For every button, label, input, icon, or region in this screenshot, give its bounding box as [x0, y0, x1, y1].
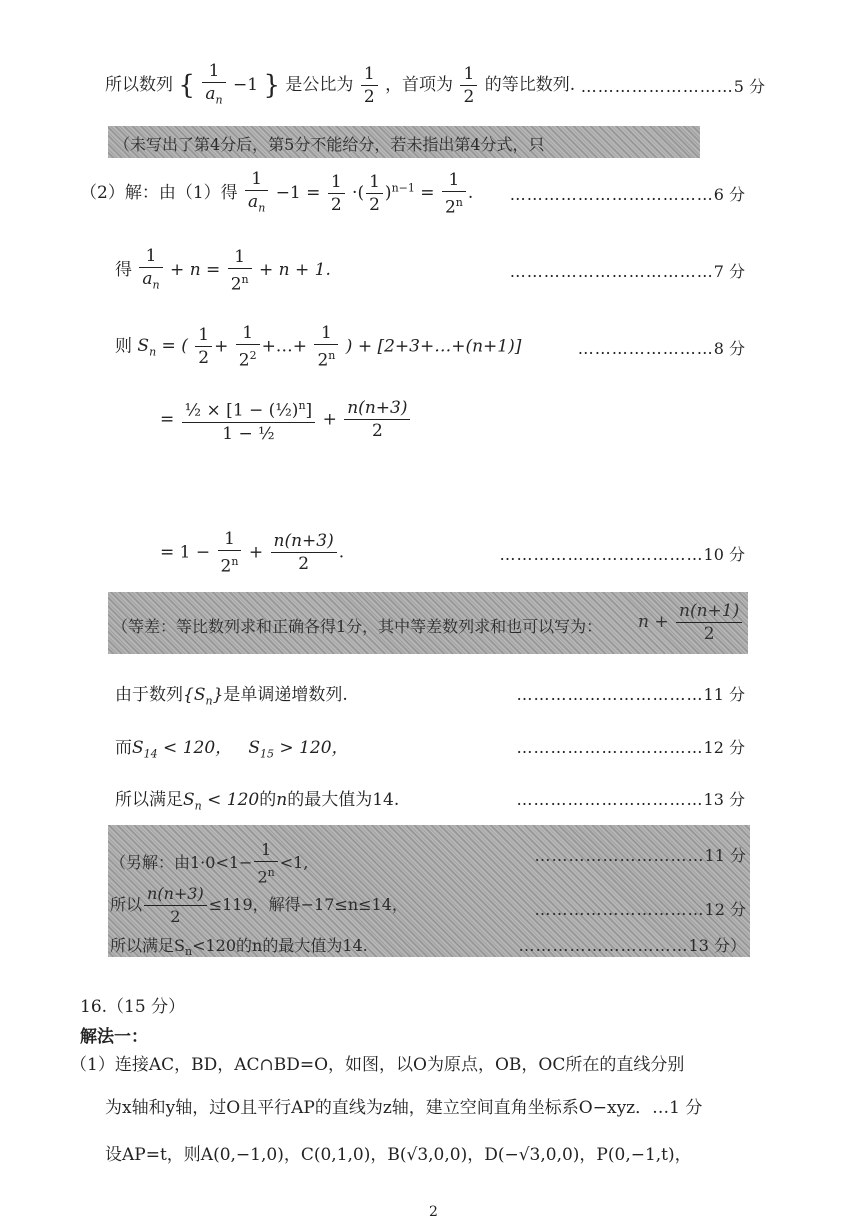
math: +…+ [261, 336, 308, 357]
shaded-note-3 [108, 825, 750, 957]
text: 得 [115, 260, 132, 281]
fraction: $\frac{1}{2}$ [195, 324, 212, 369]
line-max-n [115, 785, 745, 815]
fraction: $\frac{1}{2^n}$ [314, 322, 338, 372]
brace: } [263, 70, 281, 101]
note-text: （未写出了第4分后，第5分不能给分，若未指出第4分式，只 [114, 135, 545, 154]
math: $\{S_n\}$ [183, 685, 224, 708]
math: = 1 − [160, 542, 211, 563]
score: ………………………………10 分 [499, 545, 745, 564]
math: = [160, 409, 175, 430]
math: . [338, 542, 345, 563]
math: n [276, 790, 288, 810]
line-compare [115, 733, 745, 763]
text: 而 [115, 738, 132, 758]
score: ……………………8 分 [577, 339, 745, 358]
fraction: $\frac{1}{a_n}$ [202, 60, 225, 111]
q16-method: 解法一： [80, 1027, 148, 1047]
text: 是单调递增数列. [223, 685, 348, 705]
fraction: $\frac{n(n+3)}{2}$ [271, 530, 337, 575]
note-line-1: （另解：由1·0<1− $\frac{1}{2^n}$ <1, [110, 840, 309, 887]
line-sum-expanded [160, 395, 460, 505]
text: 的等比数列. [484, 75, 576, 96]
brace: { [178, 70, 195, 101]
score: ……………………………13 分 [516, 790, 745, 809]
text: （2）解：由（1）得 [80, 183, 238, 204]
line-monotonic [115, 680, 745, 710]
fraction: $\frac{1}{2}$ [328, 171, 345, 216]
text: 是公比为 [285, 75, 354, 96]
minus-one: −1 [233, 75, 259, 96]
note-score-2: …………………………12 分 [534, 900, 746, 919]
text: ，首项为 [385, 75, 454, 96]
note-line-2: 所以 $\frac{n(n+3)}{2}$ ≤119，解得−17≤n≤14， [110, 884, 408, 926]
line-sum [115, 322, 745, 372]
math: + n + 1. [259, 260, 331, 281]
q16-title: 16.（15 分） [80, 997, 186, 1017]
math: + n = [170, 260, 221, 281]
q16-para-2: 为x轴和y轴，过O且平行AP的直线为z轴，建立空间直角坐标系O−xyz．…1 分 [105, 1098, 703, 1118]
math: )$^{n-1}$ = [384, 181, 435, 204]
math: −1 = [275, 183, 321, 204]
fraction: $\frac{1}{2^2}$ [236, 322, 260, 372]
text: 的 [259, 790, 277, 810]
math: + [214, 336, 229, 357]
fraction: $\frac{\frac{1}{2} \times [1 - (\frac{1}{2})^n]}{\text{1 − ½}}$ [182, 395, 316, 445]
note-score-3: …………………………13 分） [518, 936, 746, 955]
line-geometric-sequence [105, 60, 765, 110]
fraction: $\frac{1}{2^n}$ [228, 246, 252, 296]
math: ·( [352, 183, 365, 204]
score: ………………………………7 分 [509, 262, 745, 281]
score: ………………………………6 分 [509, 185, 745, 204]
fraction: $\frac{1}{2^n}$ [218, 528, 242, 578]
score: ……………………………12 分 [516, 738, 745, 757]
note-score-1: …………………………11 分 [534, 846, 746, 865]
page-number: 2 [429, 1204, 438, 1220]
math: + [248, 542, 264, 563]
shaded-note-2 [108, 592, 748, 654]
q16-para-3: 设AP=t，则A(0,−1,0)，C(0,1,0)，B(√3,0,0)，D(−√3,0,0)，P(0,−1,t)， [105, 1145, 692, 1165]
math: $S_n$ = ( [137, 336, 188, 359]
fraction: $\frac{1}{a_n}$ [245, 168, 268, 219]
line-step3 [115, 245, 745, 295]
fraction: $\frac{1}{2}$ [366, 171, 383, 216]
fraction: $\frac{1}{2^n}$ [442, 169, 466, 219]
line-part2 [80, 168, 745, 218]
note-line-3: 所以满足$S_n<120$的n的最大值为14. [110, 936, 368, 959]
text: 由于数列 [115, 685, 183, 705]
score: ………………………5 分 [580, 77, 765, 96]
line-sum-result [160, 528, 745, 578]
math: ) + [2+3+…+(n+1)] [345, 336, 522, 357]
shaded-note-1 [108, 126, 700, 158]
q16-para-1: （1）连接AC，BD，AC∩BD=O，如图，以O为原点，OB，OC所在的直线分别 [70, 1055, 685, 1075]
note-text: （等差：等比数列求和正确各得1分，其中等差数列求和也可以写为： [112, 617, 603, 636]
math: n + $\frac{n(n+1)}{2}$ [638, 600, 744, 645]
text: 的最大值为14. [287, 790, 400, 810]
text: 所以数列 [105, 75, 173, 96]
math: $S_{14} < 120$， $S_{15} > 120$， [132, 738, 349, 761]
text: 所以满足 [115, 790, 183, 810]
math: . [467, 183, 474, 204]
fraction: $\frac{1}{a_n}$ [139, 245, 162, 296]
fraction: $\frac{1}{2}$ [361, 63, 378, 108]
text: 则 [115, 336, 132, 357]
math: $S_n < 120$ [183, 790, 260, 813]
fraction: $\frac{n(n+3)}{2}$ [344, 397, 410, 442]
score: ……………………………11 分 [516, 685, 745, 704]
math: + [322, 409, 337, 430]
fraction: $\frac{1}{2}$ [460, 63, 477, 108]
